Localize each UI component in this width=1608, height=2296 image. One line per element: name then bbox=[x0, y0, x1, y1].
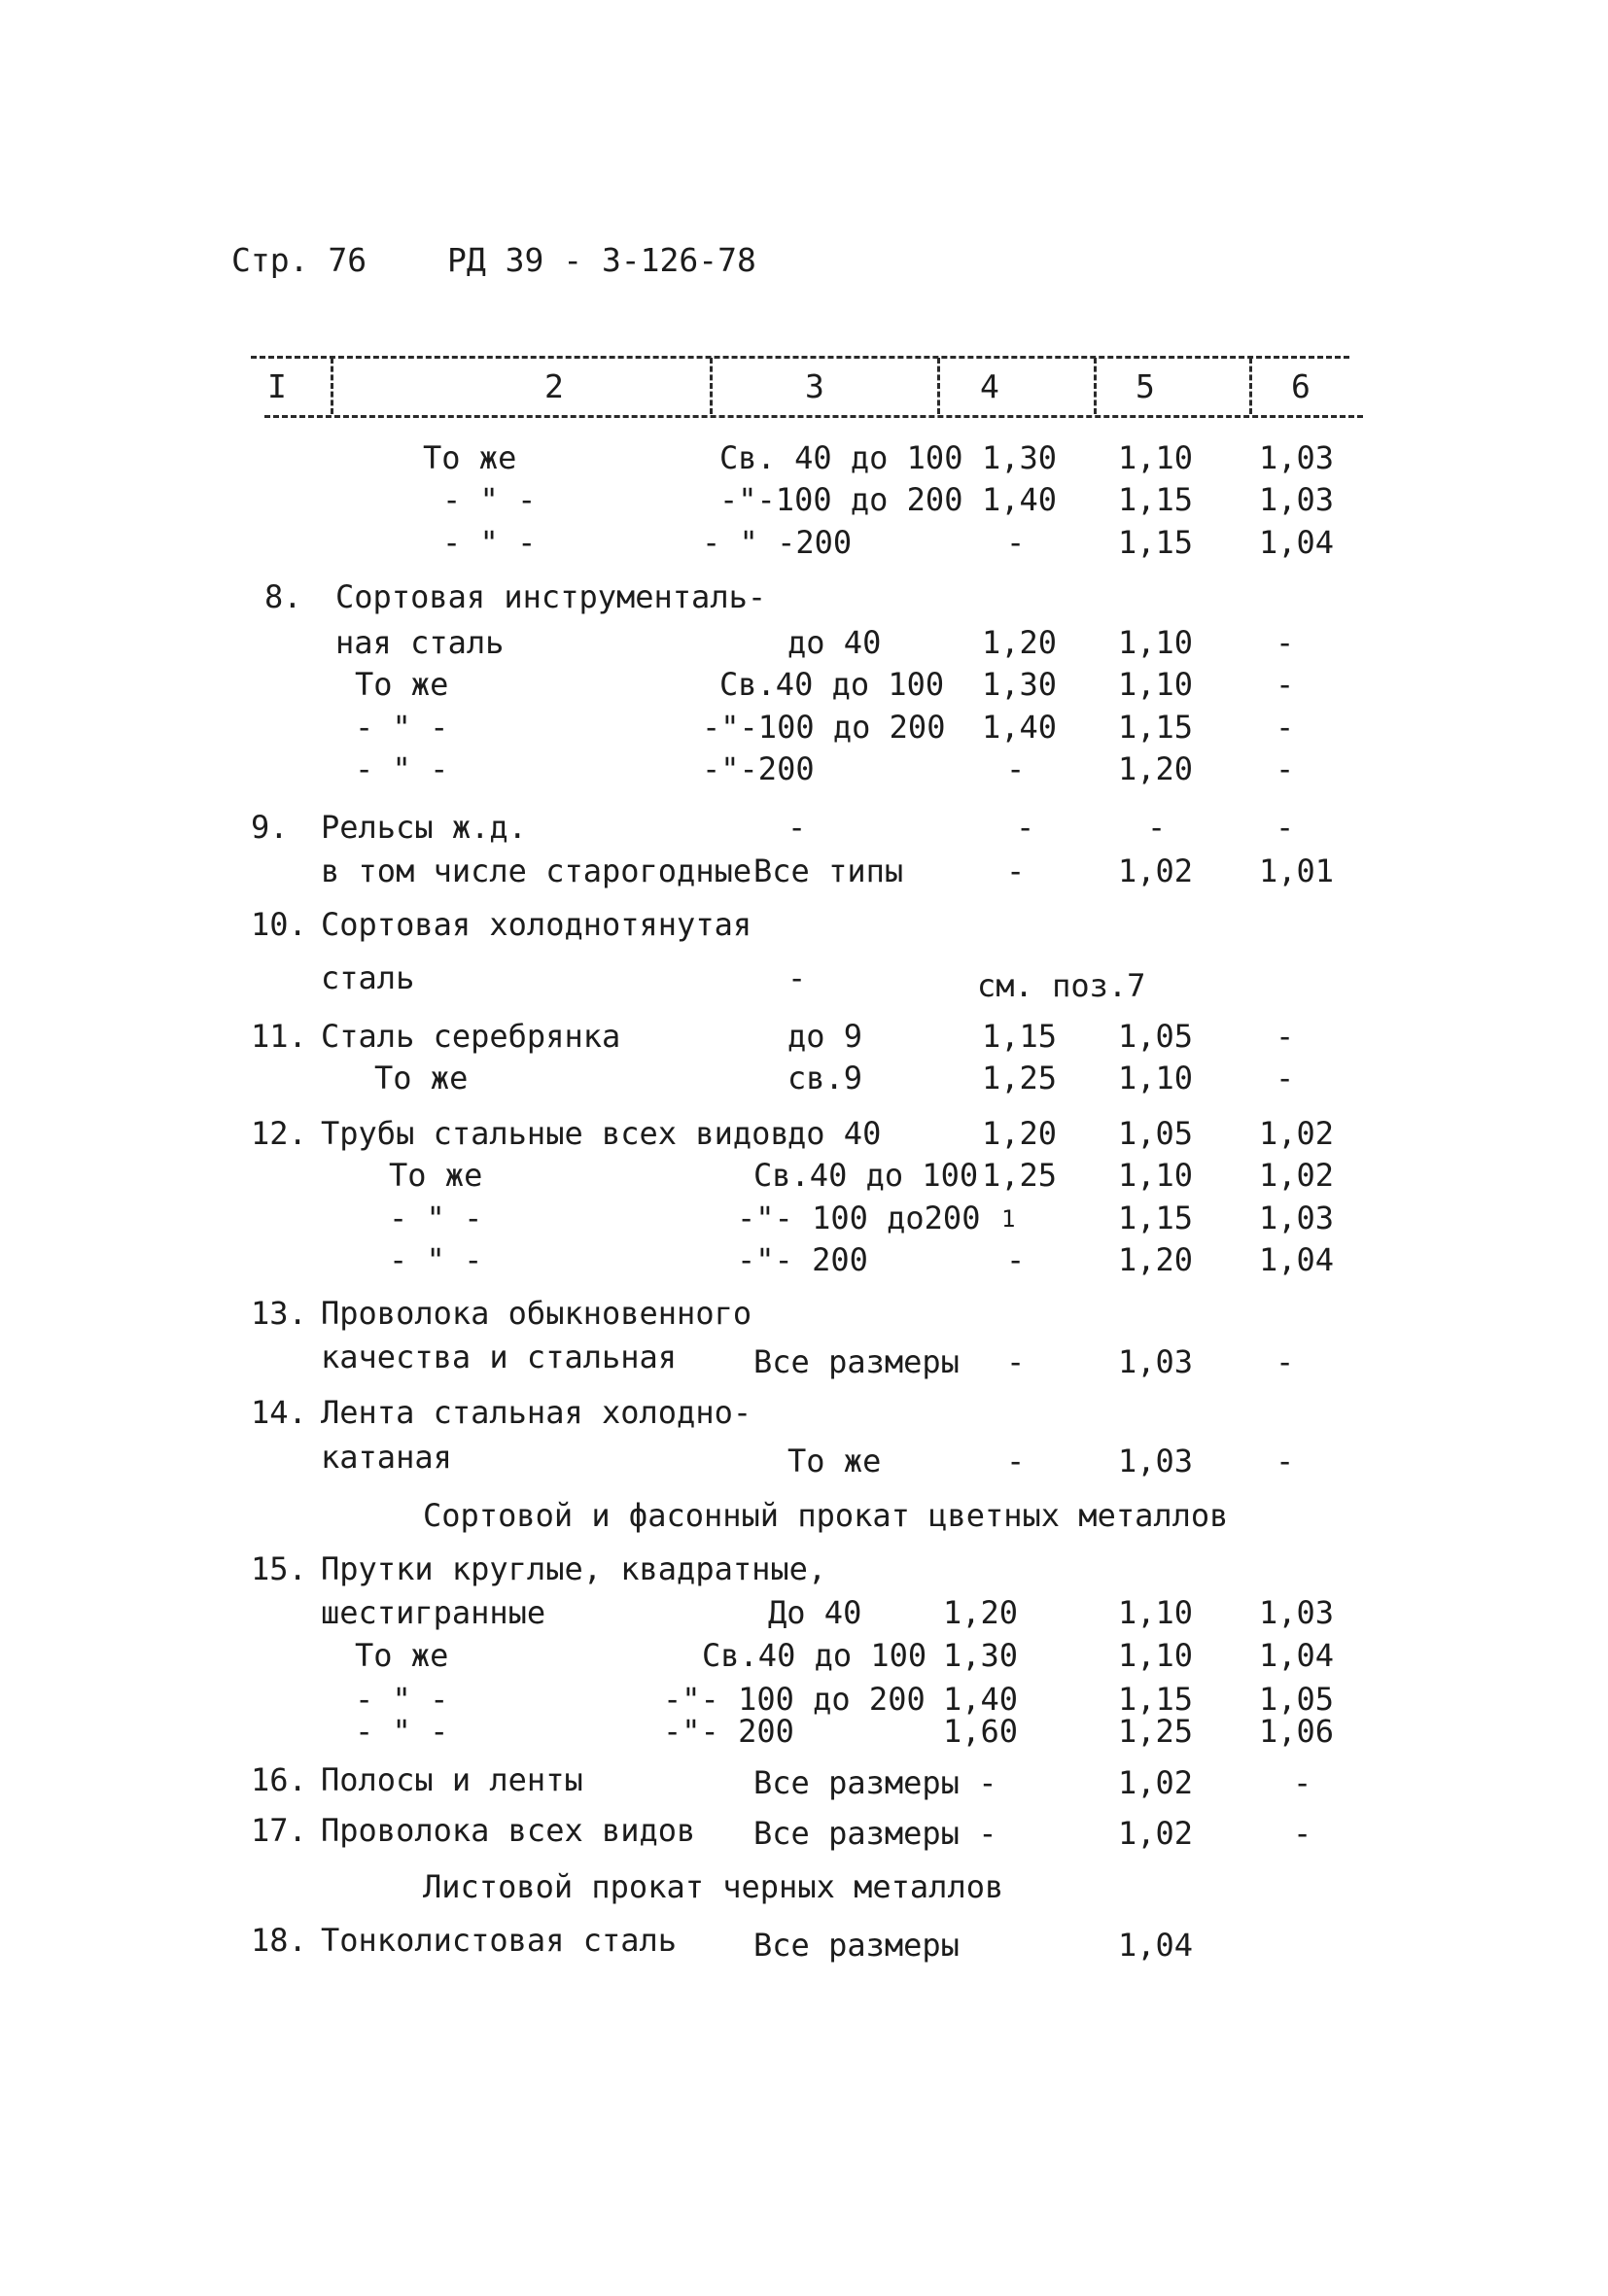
row-value: - bbox=[1293, 1815, 1312, 1852]
row-value: 1,15 bbox=[982, 1018, 1058, 1055]
row-value: 1,15 bbox=[1118, 1681, 1194, 1718]
table-header-rule bbox=[264, 415, 1363, 418]
row-value: 1,20 bbox=[982, 1115, 1058, 1152]
row-value: - bbox=[1147, 809, 1167, 846]
row-value: 1,20 bbox=[982, 624, 1058, 661]
row-value: 1,05 bbox=[1259, 1681, 1335, 1718]
row-size: св.9 bbox=[787, 1060, 863, 1096]
row-name: качества и стальная bbox=[321, 1339, 678, 1375]
row-value: 1,30 bbox=[943, 1637, 1019, 1674]
row-number: 8. bbox=[264, 578, 302, 615]
row-value: 1,10 bbox=[1118, 1594, 1194, 1631]
row-value: - bbox=[1006, 1443, 1026, 1479]
row-size: Св.40 до 100 bbox=[719, 666, 945, 703]
row-value: 1,04 bbox=[1259, 1637, 1335, 1674]
row-value: 1,03 bbox=[1118, 1443, 1194, 1479]
row-value: 1,40 bbox=[982, 709, 1058, 746]
row-size: То же bbox=[787, 1443, 882, 1479]
row-value: 1,02 bbox=[1259, 1157, 1335, 1194]
row-size: Св.40 до 100 bbox=[702, 1637, 927, 1674]
row-value: 1,02 bbox=[1118, 852, 1194, 889]
row-size: до 40 bbox=[787, 1115, 882, 1152]
row-value: - bbox=[1006, 750, 1026, 787]
row-name: катаная bbox=[321, 1439, 452, 1476]
section-heading: Листовой прокат черных металлов bbox=[423, 1868, 1004, 1905]
row-size: -"-200 bbox=[702, 750, 815, 787]
row-name: - " - bbox=[389, 1200, 483, 1236]
column-header: I bbox=[267, 367, 287, 405]
row-name: То же bbox=[423, 439, 517, 476]
column-separator bbox=[710, 358, 713, 414]
column-header: 3 bbox=[805, 367, 824, 405]
row-name: Тонколистовая сталь bbox=[321, 1922, 678, 1959]
column-separator bbox=[1249, 358, 1252, 414]
row-name: Сталь серебрянка bbox=[321, 1018, 621, 1055]
column-header: 2 bbox=[544, 367, 564, 405]
row-name: То же bbox=[355, 666, 449, 703]
row-value: 1,10 bbox=[1118, 1157, 1194, 1194]
row-value: - bbox=[1006, 1343, 1026, 1380]
row-size: Все размеры bbox=[753, 1343, 960, 1380]
row-number: 15. bbox=[251, 1550, 307, 1587]
row-value: - bbox=[1276, 1018, 1295, 1055]
row-name: ная сталь bbox=[335, 624, 505, 661]
row-size: - bbox=[787, 959, 807, 996]
row-name: То же bbox=[389, 1157, 483, 1194]
row-value: 1,60 bbox=[943, 1713, 1019, 1750]
row-number: 9. bbox=[251, 809, 289, 846]
row-name: - " - bbox=[442, 524, 537, 561]
section-heading: Сортовой и фасонный прокат цветных металлов bbox=[423, 1497, 1229, 1534]
row-value: - bbox=[1276, 1343, 1295, 1380]
row-value: - bbox=[1006, 1241, 1026, 1278]
row-value: 1,10 bbox=[1118, 439, 1194, 476]
row-name: Проволока всех видов bbox=[321, 1812, 696, 1849]
document-code: РД 39 - 3-126-78 bbox=[447, 241, 756, 279]
row-note: см. поз.7 bbox=[977, 967, 1146, 1004]
row-size: - bbox=[787, 809, 807, 846]
row-number: 12. bbox=[251, 1115, 307, 1152]
row-name: шестигранные bbox=[321, 1594, 546, 1631]
row-name: Сортовая холоднотянутая bbox=[321, 906, 752, 943]
row-value: 1,05 bbox=[1118, 1018, 1194, 1055]
row-value: 1,01 bbox=[1259, 852, 1335, 889]
row-size: Все размеры bbox=[753, 1927, 960, 1964]
row-value: 1,03 bbox=[1259, 1594, 1335, 1631]
row-value: 1,15 bbox=[1118, 1200, 1194, 1236]
row-value: 1,15 bbox=[1118, 481, 1194, 518]
row-value: 1,03 bbox=[1259, 439, 1335, 476]
row-number: 17. bbox=[251, 1812, 307, 1849]
row-value: 1,10 bbox=[1118, 666, 1194, 703]
row-size: Св. 40 до 100 bbox=[719, 439, 963, 476]
row-number: 16. bbox=[251, 1761, 307, 1798]
row-name: - " - bbox=[355, 750, 449, 787]
row-size: -"- 100 до 200 bbox=[663, 1681, 926, 1718]
row-value: 1,04 bbox=[1118, 1927, 1194, 1964]
row-size: до 40 bbox=[787, 624, 882, 661]
row-name: Рельсы ж.д. bbox=[321, 809, 527, 846]
row-value: 1,20 bbox=[1118, 750, 1194, 787]
row-size: -"-100 до 200 bbox=[719, 481, 963, 518]
row-value: 1,10 bbox=[1118, 1637, 1194, 1674]
row-size: Все типы bbox=[753, 852, 904, 889]
row-number: 14. bbox=[251, 1394, 307, 1431]
row-value: - bbox=[1276, 1060, 1295, 1096]
row-number: 13. bbox=[251, 1295, 307, 1332]
row-value: 1,02 bbox=[1118, 1764, 1194, 1801]
row-size: -"- 200 bbox=[737, 1241, 868, 1278]
row-size: до 9 bbox=[787, 1018, 863, 1055]
row-value: - bbox=[1276, 1443, 1295, 1479]
row-name: То же bbox=[355, 1637, 449, 1674]
row-size: До 40 bbox=[768, 1594, 862, 1631]
row-value: 1,20 bbox=[1118, 1241, 1194, 1278]
row-number: 18. bbox=[251, 1922, 307, 1959]
row-value: - bbox=[1276, 709, 1295, 746]
row-name: - " - bbox=[355, 709, 449, 746]
row-name: в том числе старогодные bbox=[321, 852, 752, 889]
row-value: 1 bbox=[1001, 1205, 1016, 1233]
row-value: - bbox=[1293, 1764, 1312, 1801]
row-value: 1,15 bbox=[1118, 709, 1194, 746]
row-name: То же bbox=[374, 1060, 469, 1096]
row-size: Все размеры - bbox=[753, 1764, 997, 1801]
row-value: 1,10 bbox=[1118, 1060, 1194, 1096]
row-size: -"- 200 bbox=[663, 1713, 794, 1750]
row-value: 1,40 bbox=[982, 481, 1058, 518]
row-value: - bbox=[1276, 624, 1295, 661]
row-value: 1,04 bbox=[1259, 1241, 1335, 1278]
row-value: - bbox=[1006, 524, 1026, 561]
column-header: 5 bbox=[1136, 367, 1155, 405]
row-name: - " - bbox=[355, 1713, 449, 1750]
row-value: 1,10 bbox=[1118, 624, 1194, 661]
row-size: Все размеры - bbox=[753, 1815, 997, 1852]
row-name: - " - bbox=[389, 1241, 483, 1278]
row-name: - " - bbox=[355, 1681, 449, 1718]
row-value: 1,25 bbox=[982, 1060, 1058, 1096]
row-name: сталь bbox=[321, 959, 415, 996]
column-separator bbox=[1094, 358, 1097, 414]
row-value: 1,03 bbox=[1118, 1343, 1194, 1380]
row-value: 1,20 bbox=[943, 1594, 1019, 1631]
column-header: 6 bbox=[1291, 367, 1311, 405]
column-header: 4 bbox=[980, 367, 999, 405]
row-name: Прутки круглые, квадратные, bbox=[321, 1550, 827, 1587]
row-value: - bbox=[1016, 809, 1035, 846]
row-name: Проволока обыкновенного bbox=[321, 1295, 752, 1332]
row-value: 1,02 bbox=[1259, 1115, 1335, 1152]
row-name: - " - bbox=[442, 481, 537, 518]
row-value: 1,02 bbox=[1118, 1815, 1194, 1852]
row-value: 1,04 bbox=[1259, 524, 1335, 561]
row-name: Трубы стальные всех видов bbox=[321, 1115, 789, 1152]
row-value: 1,30 bbox=[982, 666, 1058, 703]
row-name: Сортовая инструменталь- bbox=[335, 578, 767, 615]
column-separator bbox=[331, 358, 333, 414]
row-number: 11. bbox=[251, 1018, 307, 1055]
row-number: 10. bbox=[251, 906, 307, 943]
row-size: - " -200 bbox=[702, 524, 853, 561]
row-name: Лента стальная холодно- bbox=[321, 1394, 752, 1431]
row-name: Полосы и ленты bbox=[321, 1761, 583, 1798]
column-separator bbox=[937, 358, 940, 414]
table-top-rule bbox=[251, 356, 1349, 359]
row-value: - bbox=[1276, 666, 1295, 703]
row-value: 1,03 bbox=[1259, 1200, 1335, 1236]
row-size: -"- 100 до200 bbox=[737, 1200, 981, 1236]
row-value: - bbox=[1276, 809, 1295, 846]
row-value: - bbox=[1006, 852, 1026, 889]
row-value: 1,30 bbox=[982, 439, 1058, 476]
row-size: -"-100 до 200 bbox=[702, 709, 946, 746]
row-value: - bbox=[1276, 750, 1295, 787]
page-number: Стр. 76 bbox=[231, 241, 367, 279]
row-size: Св.40 до 100 bbox=[753, 1157, 979, 1194]
row-value: 1,03 bbox=[1259, 481, 1335, 518]
row-value: 1,25 bbox=[1118, 1713, 1194, 1750]
row-value: 1,25 bbox=[982, 1157, 1058, 1194]
row-value: 1,06 bbox=[1259, 1713, 1335, 1750]
row-value: 1,15 bbox=[1118, 524, 1194, 561]
row-value: 1,05 bbox=[1118, 1115, 1194, 1152]
row-value: 1,40 bbox=[943, 1681, 1019, 1718]
